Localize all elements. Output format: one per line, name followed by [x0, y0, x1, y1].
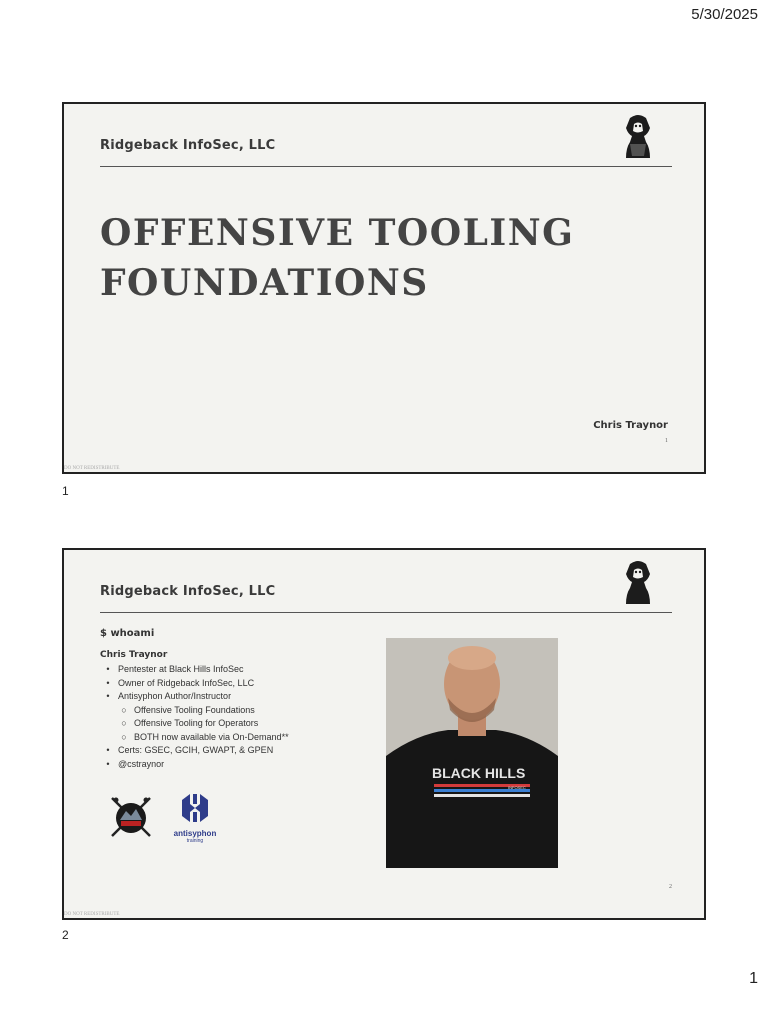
list-item: • @cstraynor [106, 758, 165, 769]
shirt-text: BLACK HILLS [432, 765, 526, 781]
list-item: • Pentester at Black Hills InfoSec [106, 664, 244, 674]
antisyphon-logo-icon [172, 790, 218, 846]
watermark: DO NOT REDISTRIBUTE [64, 466, 120, 471]
bio-list [104, 663, 289, 771]
slide-number: 1 [665, 438, 668, 444]
antisyphon-logo-text: antisyphon [173, 829, 217, 838]
antisyphon-logo-subtext: training [186, 838, 204, 844]
list-item: • Owner of Ridgeback InfoSec, LLC [106, 677, 255, 688]
slide-index: 2 [62, 928, 69, 942]
page-number: 1 [749, 970, 758, 987]
ridgeback-dog-logo-icon [620, 558, 656, 606]
watermark: DO NOT REDISTRIBUTE [64, 912, 120, 917]
slide-1 [62, 102, 706, 474]
antisyphon-mark-icon [178, 790, 212, 826]
list-item-sub: ○ Offensive Tooling for Operators [121, 718, 259, 728]
title-line-1: OFFENSIVE TOOLING [100, 212, 575, 254]
author-name: Chris Traynor [593, 420, 668, 431]
list-item: • Certs: GSEC, GCIH, GWAPT, & GPEN [106, 745, 274, 755]
slide-2 [62, 548, 706, 920]
list-item: • Antisyphon Author/Instructor [106, 691, 232, 701]
title-line-2: FOUNDATIONS [100, 262, 429, 304]
ridgeback-dog-logo-icon [620, 112, 656, 160]
page-date: 5/30/2025 [691, 6, 758, 23]
whoami-heading: $ whoami [100, 628, 155, 639]
list-item-sub: ○ BOTH now available via On-Demand** [121, 731, 289, 742]
header-rule [100, 166, 672, 167]
slide-number: 2 [669, 884, 672, 890]
company-name: Ridgeback InfoSec, LLC [100, 584, 276, 599]
header-rule [100, 612, 672, 613]
slide-title [100, 208, 574, 308]
company-name: Ridgeback InfoSec, LLC [100, 138, 276, 153]
presenter-photo [386, 638, 558, 868]
presenter-name: Chris Traynor [100, 650, 168, 660]
list-item-sub: ○ Offensive Tooling Foundations [121, 704, 255, 715]
shirt-subtext: INFOSEC [508, 785, 526, 790]
slide-index: 1 [62, 484, 69, 498]
black-hills-infosec-logo-icon [108, 794, 154, 840]
